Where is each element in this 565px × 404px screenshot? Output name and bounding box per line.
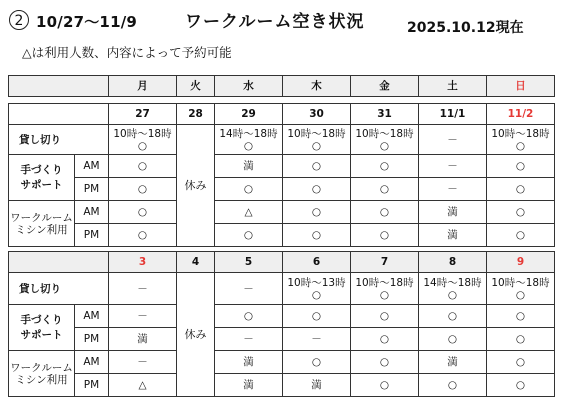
slot-cell: ○	[419, 374, 487, 397]
date-cell-holiday: 9	[487, 252, 555, 273]
row-kashikiri	[9, 125, 555, 155]
slot-cell: 10時～18時 ○	[283, 125, 351, 155]
label-kashikiri: 貸し切り	[9, 273, 109, 305]
weekday-header-row	[9, 76, 555, 97]
slot-cell: －	[215, 328, 283, 351]
slot-cell: ○	[487, 178, 555, 201]
corner-cell	[9, 104, 109, 125]
slot-cell: ○	[487, 351, 555, 374]
closed-cell: 休み	[177, 125, 215, 247]
as-of-date: 2025.10.12現在	[407, 20, 524, 36]
slot-cell: 満	[109, 328, 177, 351]
weekday-tue: 火	[177, 76, 215, 97]
label-am: AM	[75, 351, 109, 374]
slot-cell: －	[109, 305, 177, 328]
slot-cell: －	[215, 273, 283, 305]
label-pm: PM	[75, 374, 109, 397]
date-cell: 27	[109, 104, 177, 125]
label-pm: PM	[75, 178, 109, 201]
date-cell: 11/1	[419, 104, 487, 125]
legend-note: △は利用人数、内容によって予約可能	[22, 45, 232, 60]
slot-cell: ○	[419, 305, 487, 328]
row-tezukuri-pm	[9, 328, 555, 351]
slot-cell: 10時～18時 ○	[351, 125, 419, 155]
slot-cell: ○	[283, 201, 351, 224]
slot-cell: ○	[351, 178, 419, 201]
slot-cell: ○	[215, 305, 283, 328]
schedule-table-week1	[8, 75, 555, 247]
slot-cell: －	[419, 155, 487, 178]
slot-cell: 満	[215, 155, 283, 178]
slot-cell: 10時～18時 ○	[109, 125, 177, 155]
slot-cell: 14時～18時 ○	[419, 273, 487, 305]
slot-cell: ○	[351, 224, 419, 247]
slot-cell: ○	[487, 328, 555, 351]
label-am: AM	[75, 155, 109, 178]
slot-cell: －	[109, 273, 177, 305]
spacer	[9, 97, 555, 104]
weekday-fri: 金	[351, 76, 419, 97]
date-cell-holiday: 11/2	[487, 104, 555, 125]
row-tezukuri-am	[9, 155, 555, 178]
date-cell-holiday: 3	[109, 252, 177, 273]
section-number: 2	[9, 10, 29, 30]
slot-cell: 14時～18時 ○	[215, 125, 283, 155]
slot-cell: ○	[109, 224, 177, 247]
label-tezukuri: 手づくり サポート	[9, 155, 75, 201]
slot-cell: ○	[351, 155, 419, 178]
slot-cell: ○	[109, 201, 177, 224]
slot-cell: ○	[351, 328, 419, 351]
slot-cell: －	[419, 125, 487, 155]
label-workroom: ワークルーム ミシン利用	[9, 201, 75, 247]
label-pm: PM	[75, 328, 109, 351]
page-title: ワークルーム空き状況	[185, 12, 365, 32]
slot-cell: －	[283, 328, 351, 351]
slot-cell: ○	[351, 305, 419, 328]
slot-cell: 10時～18時 ○	[487, 273, 555, 305]
slot-cell: ○	[109, 155, 177, 178]
corner-cell	[9, 76, 109, 97]
row-tezukuri-pm	[9, 178, 555, 201]
label-pm: PM	[75, 224, 109, 247]
weekday-wed: 水	[215, 76, 283, 97]
row-workroom-pm	[9, 374, 555, 397]
closed-cell: 休み	[177, 273, 215, 397]
slot-cell: －	[109, 351, 177, 374]
label-am: AM	[75, 305, 109, 328]
label-workroom: ワークルーム ミシン利用	[9, 351, 75, 397]
slot-cell: ○	[487, 224, 555, 247]
slot-cell: △	[109, 374, 177, 397]
slot-cell: ○	[283, 351, 351, 374]
date-row	[9, 104, 555, 125]
slot-cell: ○	[215, 178, 283, 201]
row-workroom-am	[9, 201, 555, 224]
slot-cell: ○	[109, 178, 177, 201]
page-header	[0, 0, 565, 70]
date-cell: 30	[283, 104, 351, 125]
slot-cell: ○	[351, 351, 419, 374]
slot-cell: ○	[487, 305, 555, 328]
slot-cell: 満	[419, 224, 487, 247]
date-cell: 29	[215, 104, 283, 125]
slot-cell: 満	[215, 374, 283, 397]
slot-cell: ○	[487, 201, 555, 224]
slot-cell: 満	[419, 351, 487, 374]
slot-cell: ○	[215, 224, 283, 247]
row-kashikiri	[9, 273, 555, 305]
slot-cell: 満	[419, 201, 487, 224]
slot-cell: ○	[351, 374, 419, 397]
weekday-sat: 土	[419, 76, 487, 97]
date-cell: 31	[351, 104, 419, 125]
date-cell: 8	[419, 252, 487, 273]
date-cell: 4	[177, 252, 215, 273]
slot-cell: ○	[283, 305, 351, 328]
slot-cell: 10時～18時 ○	[351, 273, 419, 305]
slot-cell: ○	[283, 178, 351, 201]
row-tezukuri-am	[9, 305, 555, 328]
label-am: AM	[75, 201, 109, 224]
label-kashikiri: 貸し切り	[9, 125, 109, 155]
slot-cell: －	[419, 178, 487, 201]
date-row	[9, 252, 555, 273]
date-range: 10/27～11/9	[36, 13, 138, 31]
corner-cell	[9, 252, 109, 273]
slot-cell: 10時～13時 ○	[283, 273, 351, 305]
label-tezukuri: 手づくり サポート	[9, 305, 75, 351]
date-cell: 7	[351, 252, 419, 273]
row-workroom-am	[9, 351, 555, 374]
weekday-thu: 木	[283, 76, 351, 97]
slot-cell: 10時～18時 ○	[487, 125, 555, 155]
slot-cell: 満	[215, 351, 283, 374]
slot-cell: ○	[487, 155, 555, 178]
weekday-sun: 日	[487, 76, 555, 97]
slot-cell: ○	[487, 374, 555, 397]
slot-cell: △	[215, 201, 283, 224]
date-cell: 28	[177, 104, 215, 125]
row-workroom-pm	[9, 224, 555, 247]
slot-cell: ○	[419, 328, 487, 351]
date-cell: 6	[283, 252, 351, 273]
slot-cell: 満	[283, 374, 351, 397]
slot-cell: ○	[283, 155, 351, 178]
weekday-mon: 月	[109, 76, 177, 97]
schedule-table-week2	[8, 251, 555, 397]
date-cell: 5	[215, 252, 283, 273]
slot-cell: ○	[283, 224, 351, 247]
slot-cell: ○	[351, 201, 419, 224]
